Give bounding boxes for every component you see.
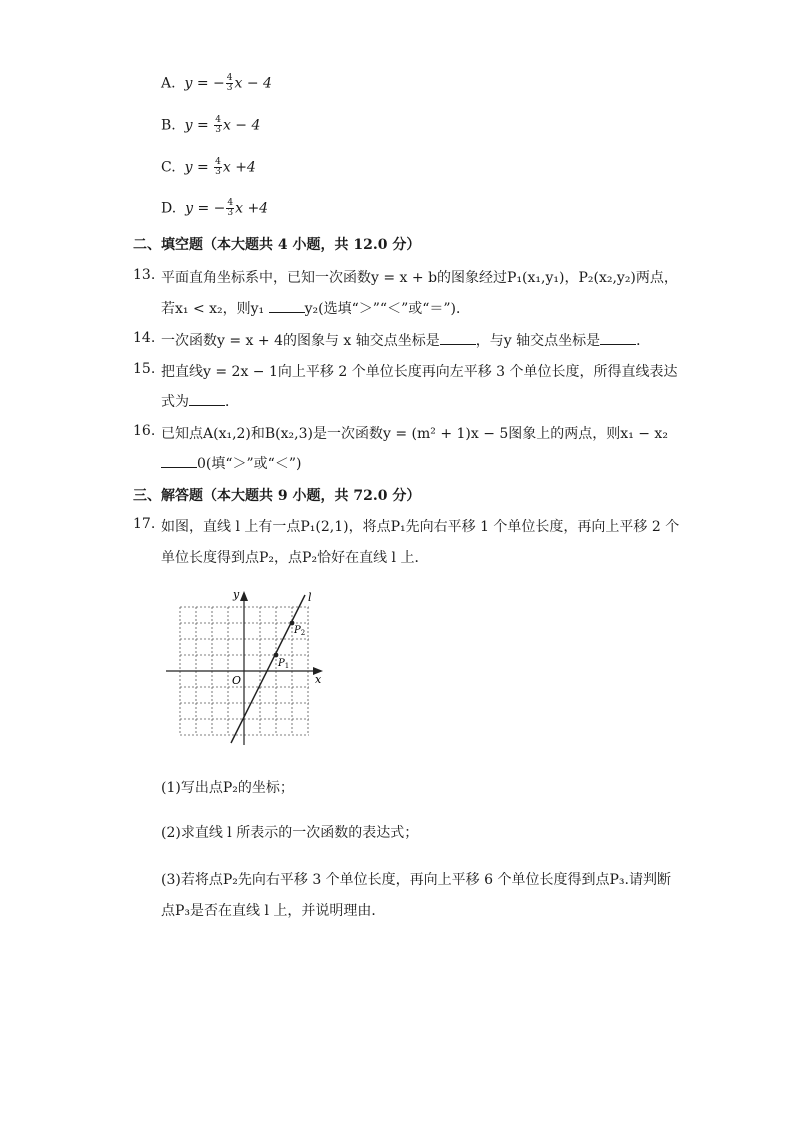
option-a: A. y = − $\frac{4}{3}$ x − 4 — [161, 73, 272, 93]
answer-blank — [189, 393, 225, 406]
question-17-sub3-line2: 点P₃是否在直线 l 上，并说明理由． — [161, 903, 386, 919]
question-16-line2: 0(填“＞”或“＜”) — [161, 453, 301, 473]
question-13-line1: 平面直角坐标系中，已知一次函数y = x + b的图象经过P₁(x₁,y₁)，P₂(x₂,y₂)两点， — [161, 270, 678, 286]
line-l — [231, 595, 305, 743]
question-17-sub2: (2)求直线 l 所表示的一次函数的表达式； — [161, 825, 419, 841]
question-17-sub3-line1: (3)若将点P₂先向右平移 3 个单位长度，再向上平移 6 个单位长度得到点P₃.请判断 — [161, 872, 671, 888]
fraction: $\frac{4}{3}$ — [226, 73, 233, 93]
option-c: C. y = $\frac{4}{3}$ x +4 — [161, 157, 256, 177]
section-heading-answer: 三、解答题（本大题共 9 小题，共 72.0 分） — [133, 488, 421, 504]
fraction: $\frac{4}{3}$ — [215, 157, 221, 177]
question-number: 17. — [133, 516, 156, 532]
question-number: 16. — [133, 423, 156, 439]
y-axis-label: y — [233, 588, 240, 601]
line-l-label: l — [308, 591, 312, 604]
p2-label: $P_2$ — [294, 625, 306, 637]
answer-blank — [600, 332, 636, 345]
p1-label: $P_1$ — [278, 658, 290, 670]
answer-blank — [269, 300, 305, 313]
question-17-line2: 单位长度得到点P₂，点P₂恰好在直线 l 上． — [161, 550, 429, 566]
point-p1 — [274, 653, 279, 658]
question-14: 一次函数y = x + 4的图象与 x 轴交点坐标是 ，与y 轴交点坐标是 ． — [161, 333, 651, 349]
question-16-line1: 已知点A(x₁,2)和B(x₂,3)是一次函数y = (m² + 1)x − 5图象上的两点，则x₁ − x₂ — [161, 426, 668, 442]
fraction: $\frac{4}{3}$ — [227, 198, 234, 218]
coordinate-figure — [160, 585, 330, 750]
option-d: D. y = − $\frac{4}{3}$ x +4 — [161, 198, 269, 218]
question-17-line1: 如图，直线 l 上有一点P₁(2,1)，将点P₁先向右平移 1 个单位长度，再向上平移 2 个 — [161, 519, 680, 535]
question-15-line1: 把直线y = 2x − 1向上平移 2 个单位长度再向左平移 3 个单位长度，所得直线表达 — [161, 364, 678, 380]
question-15-line2: 式为 ． — [161, 394, 239, 410]
answer-blank — [440, 332, 476, 345]
question-number: 14. — [133, 330, 156, 346]
question-number: 15. — [133, 361, 156, 377]
x-axis-label: x — [315, 673, 322, 686]
question-17-sub1: (1)写出点P₂的坐标； — [161, 780, 294, 796]
question-number: 13. — [133, 267, 156, 283]
section-heading-fill-blank: 二、填空题（本大题共 4 小题，共 12.0 分） — [133, 237, 421, 253]
fraction: $\frac{4}{3}$ — [215, 115, 221, 135]
origin-label: O — [232, 674, 242, 687]
y-axis-arrow-icon — [240, 591, 248, 601]
answer-blank — [161, 455, 197, 468]
option-b: B. y = $\frac{4}{3}$ x − 4 — [161, 115, 261, 135]
question-13-line2: 若x₁ < x₂，则y₁ y₂(选填“＞”“＜”或“＝”)． — [161, 301, 471, 317]
